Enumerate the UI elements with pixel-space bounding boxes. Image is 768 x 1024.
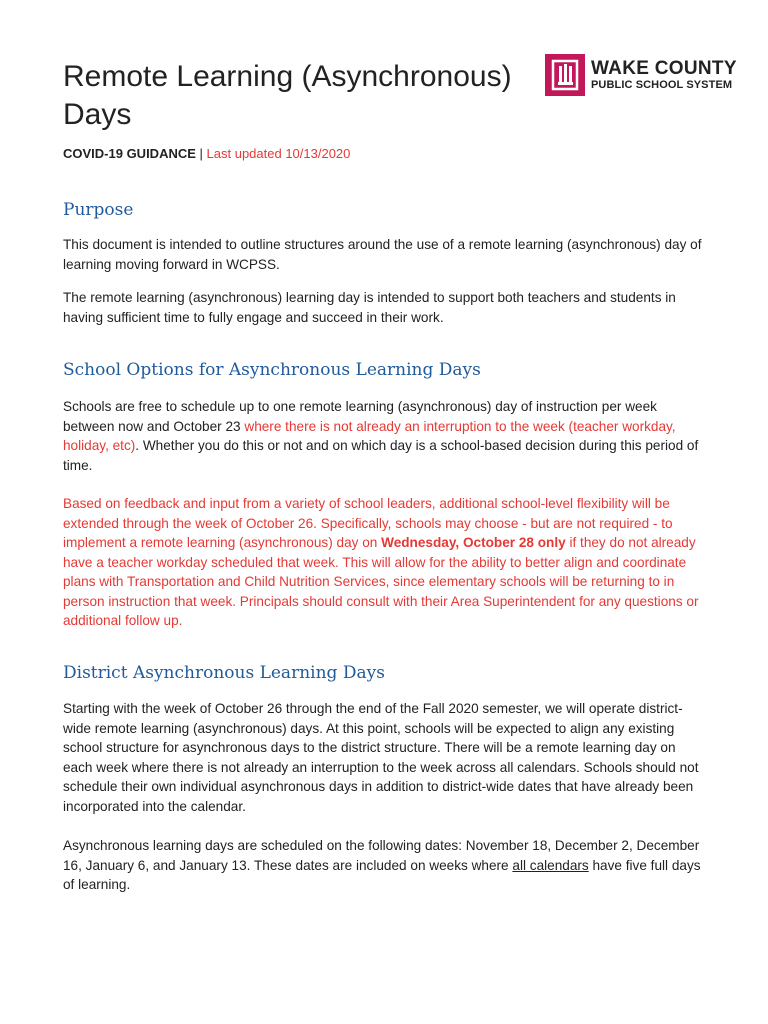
guidance-meta [63,146,350,161]
wcpss-logo [545,54,745,96]
last-updated: Last updated 10/13/2020 [206,146,351,161]
text-run: . Whether you do this or not and on which day is a school-based decision during this period of time. [63,438,699,473]
emphasis-run: Wednesday, October 28 only [381,535,566,550]
school-options-heading: School Options for Asynchronous Learning Days [63,360,481,380]
logo-name: WAKE COUNTY [591,58,737,79]
logo-subname: PUBLIC SCHOOL SYSTEM [591,79,733,91]
purpose-heading: Purpose [63,200,134,220]
district-paragraph-2 [63,836,703,895]
text-run: have five full days of learning. [63,857,701,892]
document-title: Remote Learning (Asynchronous) Days [63,60,512,131]
highlight-run: where there is not already an interruption to the week (teacher workday, holiday, etc) [63,418,676,453]
text-run: if they do not already have a teacher workday scheduled that week. This will allow for the ability to better align and coordinate plans with Transportation and Child Nutrition Services, since elementary schools will be returning to in person instruction that week. Principals should consult with their Area Superintendent for any questions or additional follow up. [63,535,699,628]
school-options-paragraph-2 [63,494,703,631]
meta-separator: | [195,146,207,161]
underlined-run: all calendars [512,857,589,873]
text-run: Based on feedback and input from a variety of school leaders, additional school-level flexibility will be extended through the week of October 26. Specifically, schools may choose - but are not required - to implement a remote learning (asynchronous) day on [63,496,673,550]
text-run: Asynchronous learning days are scheduled on the following dates: November 18, December 2, December 16, January 6, and January 13. These dates are included on weeks where [63,838,700,873]
guidance-label: COVID-19 GUIDANCE [63,146,196,161]
district-heading: District Asynchronous Learning Days [63,663,385,683]
building-icon [545,54,585,96]
purpose-paragraph-2: The remote learning (asynchronous) learning day is intended to support both teachers and students in having sufficient time to fully engage and succeed in their work. [63,290,676,325]
district-paragraph-1: Starting with the week of October 26 through the end of the Fall 2020 semester, we will operate district-wide remote learning (asynchronous) days. At this point, schools will be expected to align any existing school structure for asynchronous days to the district structure. There will be a remote learning day on each week where there is not already an interruption to the week across all calendars. Schools should not schedule their own individual asynchronous days in addition to district-wide dates that have already been incorporated into the calendar. [63,701,699,814]
text-run: Schools are free to schedule up to one remote learning (asynchronous) day of instruction per week between now and October 23 [63,399,657,434]
purpose-paragraph-1: This document is intended to outline structures around the use of a remote learning (asynchronous) day of learning moving forward in WCPSS. [63,237,702,272]
school-options-paragraph-1 [63,397,703,475]
